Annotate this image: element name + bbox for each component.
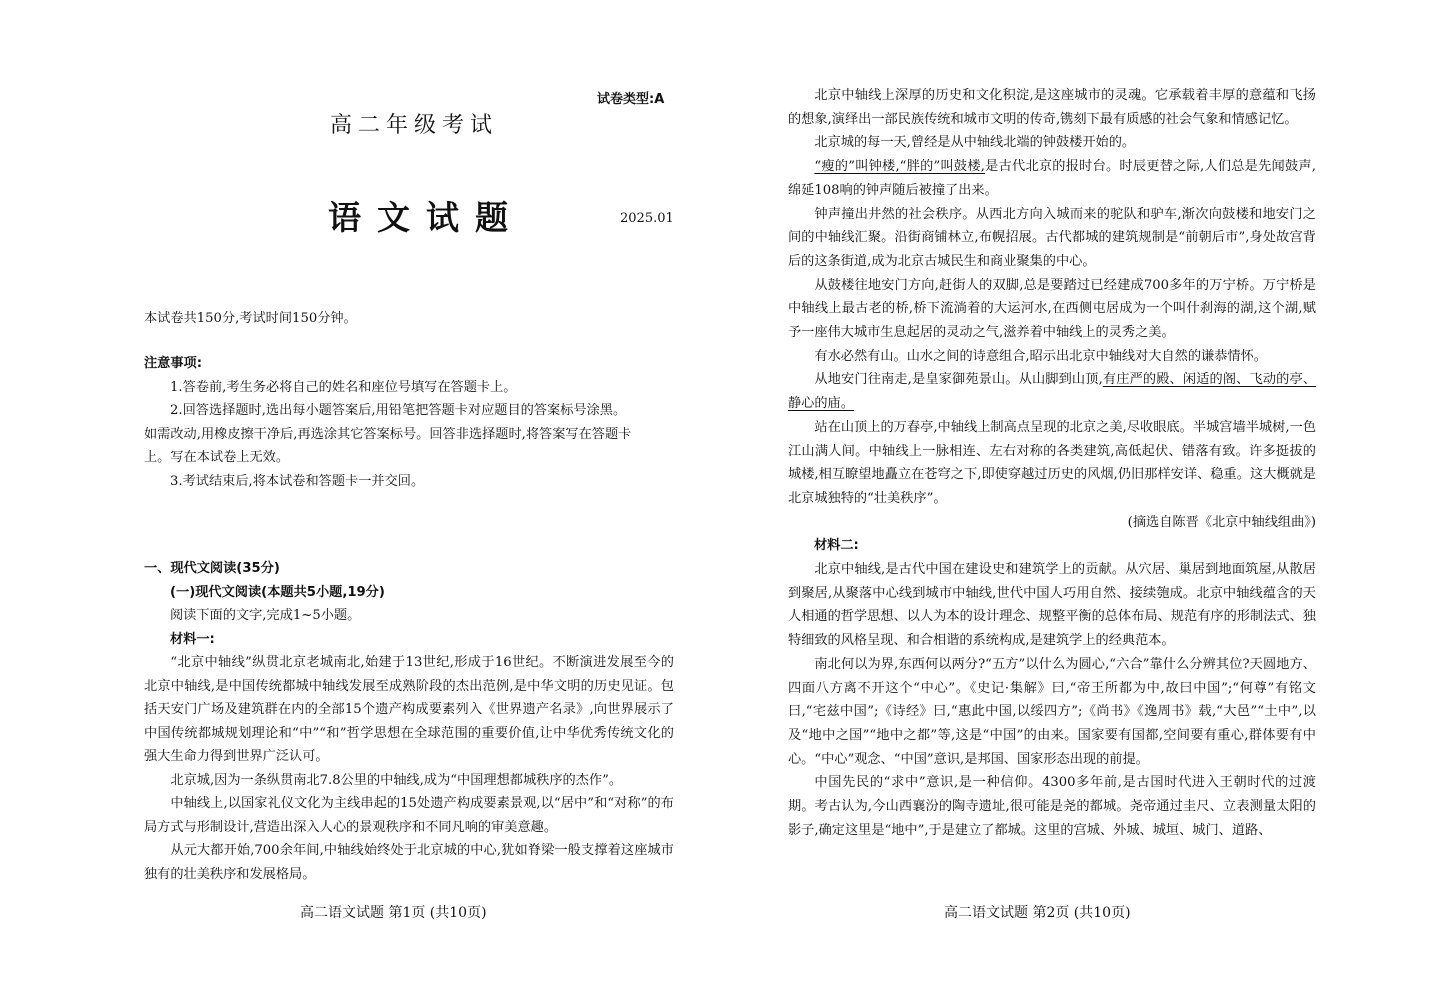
material-2-label: 材料二: — [814, 538, 859, 554]
notice-item-2a: 2.回答选择题时,选出每小题答案后,用铅笔把答题卡对应题目的答案标号涂黑。 — [170, 403, 627, 418]
paragraph: 南北何以为界,东西何以两分?“五方”以什么为圆心,“六合”靠什么分辨其位?天圆地方、四面八方离不开这个“中心”。《史记·集解》曰,“帝王所都为中,故曰中国”;“何尊”有铭文曰,“宅兹中国”;《诗经》曰,“惠此中国,以绥四方”;《尚书》《逸周书》载,“大邑”“土中”,以及“地中之国”“地中之都”等,这是“中国”的由来。国家要有国都,空间要有重心,群体要有中心。“中心”观念、“中国”意识,是邦国、国家形态出现的前提。 — [788, 656, 1316, 767]
paragraph: 北京中轴线,是古代中国在建设史和建筑学上的贡献。从穴居、巢居到地面筑屋,从散居到聚居,从聚落中心线到城市中轴线,世代中国人巧用自然、接续匏成。北京中轴线蕴含的天人相通的哲学思想、以人为本的设计理念、规整平衡的总体布局、规范有序的形制法式、独特细致的风格呈现、和合相谐的系统构成,是建筑学上的经典范本。 — [788, 562, 1316, 649]
paragraph: 北京中轴线上深厚的历史和文化积淀,是这座城市的灵魂。它承载着丰厚的意蕴和飞扬的想象,演绎出一部民族传统和城市文明的传奇,镌刻下最有质感的社会气象和情感记忆。 — [788, 88, 1316, 127]
paragraph: 从元大都开始,700余年间,中轴线始终处于北京城的中心,犹如脊梁一般支撑着这座城市独有的壮美秩序和发展格局。 — [144, 843, 674, 882]
paragraph: 中轴线上,以国家礼仪文化为主线串起的15处遗产构成要素景观,以“居中”和“对称”的布局方式与形制设计,营造出深入人心的景观秩序和不同凡响的审美意趣。 — [144, 796, 674, 835]
exam-date: 2025.01 — [620, 211, 674, 226]
paragraph: 中国先民的“求中”意识,是一种信仰。4300多年前,是古国时代进入王朝时代的过渡期。考古认为,今山西襄汾的陶寺遗址,很可能是尧的都城。尧帝通过圭尺、立表测量太阳的影子,确定这里是“地中”,于是建立了都城。这里的宫城、外城、城垣、城门、道路、 — [788, 775, 1316, 838]
notice-item-3: 3.考试结束后,将本试卷和答题卡一并交回。 — [170, 473, 425, 489]
notice-item-2c: 上。写在本试卷上无效。 — [144, 450, 290, 465]
paragraph: 有水必然有山。山水之间的诗意组合,昭示出北京中轴线对大自然的谦恭情怀。 — [814, 348, 1267, 364]
exam-intro — [144, 307, 674, 331]
paragraph: 北京城的每一天,曾经是从中轴线北端的钟鼓楼开始的。 — [814, 135, 1136, 151]
paragraph: “瘦的”叫钟楼,“胖的”叫鼓楼,是古代北京的报时台。时辰更替之际,人们总是先闻鼓声,绵延108响的钟声随后被撞了出来。 — [788, 159, 1316, 198]
reading-instruction: 阅读下面的文字,完成1~5小题。 — [170, 608, 361, 623]
material-1-continued — [788, 84, 1316, 843]
underlined-text: 有庄严的殿、闲适的阁、飞动的亭、静心的庙。 — [788, 372, 1317, 412]
paragraph: 北京城,因为一条纵贯南北7.8公里的中轴线,成为“中国理想都城秩序的杰作”。 — [170, 772, 623, 788]
subsection-heading: (一)现代文阅读(本题共5小题,19分) — [170, 584, 385, 600]
paragraph: 站在山顶上的万春亭,中轴线上制高点呈现的北京之美,尽收眼底。半城宫墙半城树,一色江山满人间。中轴线上一脉相连、左右对称的各类建筑,高低起伏、错落有致。许多挺拔的城楼,相互瞭望地矗立在苍穹之下,即使穿越过历史的风烟,仍旧那样安详、稳重。这大概就是北京城独特的“壮美秩序”。 — [788, 419, 1316, 506]
notice-heading: 注意事项: — [144, 356, 203, 371]
paragraph: 钟声撞出井然的社会秩序。从西北方向入城而来的驼队和驴车,渐次向鼓楼和地安门之间的中轴线汇聚。沿街商铺林立,布幌招展。古代都城的建筑规制是“前朝后市”,身处故宫背后的这条街道,成为北京古城民生和商业聚集的中心。 — [788, 206, 1316, 269]
section-heading: 一、现代文阅读(35分) — [144, 561, 280, 576]
paragraph: “北京中轴线”纵贯北京老城南北,始建于13世纪,形成于16世纪。不断演进发展至今的北京中轴线,是中国传统都城中轴线发展至成熟阶段的杰出范例,是中华文明的历史见证。包括天安门广场及建筑群在内的全部15个遗产构成要素列入《世界遗产名录》,向世界展示了中国传统都城规划理论和“中”“和”哲学思想在全球范围的重要价值,让中华优秀传统文化的强大生命力得到世界广泛认可。 — [144, 655, 674, 764]
underlined-text: “瘦的”叫钟楼,“胖的”叫鼓楼, — [814, 159, 985, 175]
source-citation: (摘选自陈晋《北京中轴线组曲》) — [1127, 514, 1316, 530]
exam-page-2 — [718, 0, 1437, 1002]
material-1-label: 材料一: — [170, 631, 215, 647]
paper-type-label: 试卷类型:A — [597, 92, 665, 107]
paragraph: 从鼓楼往地安门方向,赶街人的双脚,总是要踏过已经建成700多年的万宁桥。万宁桥是中轴线上最古老的桥,桥下流淌着的大运河水,在西侧屯居成为一个叫什刹海的湖,这个湖,赋予一座伟大城市生息起居的灵动之气,滋养着中轴线上的灵秀之美。 — [788, 277, 1316, 341]
notice-item-1: 1.答卷前,考生务必将自己的姓名和座位号填写在答题卡上。 — [170, 379, 517, 395]
main-title: 语文试题 — [328, 198, 524, 237]
page-footer: 高二语文试题 第2页 (共10页) — [944, 905, 1131, 921]
notice-item-2b: 如需改动,用橡皮擦干净后,再选涂其它答案标号。回答非选择题时,将答案写在答题卡 — [144, 426, 632, 442]
notice-block — [144, 352, 674, 493]
page-footer: 高二语文试题 第1页 (共10页) — [300, 905, 487, 921]
reading-section — [144, 557, 674, 886]
grade-title: 高二年级考试 — [330, 113, 499, 138]
exam-page-1 — [0, 0, 718, 1002]
paragraph: 从地安门往南走,是皇家御苑景山。从山脚到山顶,有庄严的殿、闲适的阁、飞动的亭、静心的庙。 — [788, 372, 1317, 412]
intro-text: 本试卷共150分,考试时间150分钟。 — [144, 311, 357, 326]
